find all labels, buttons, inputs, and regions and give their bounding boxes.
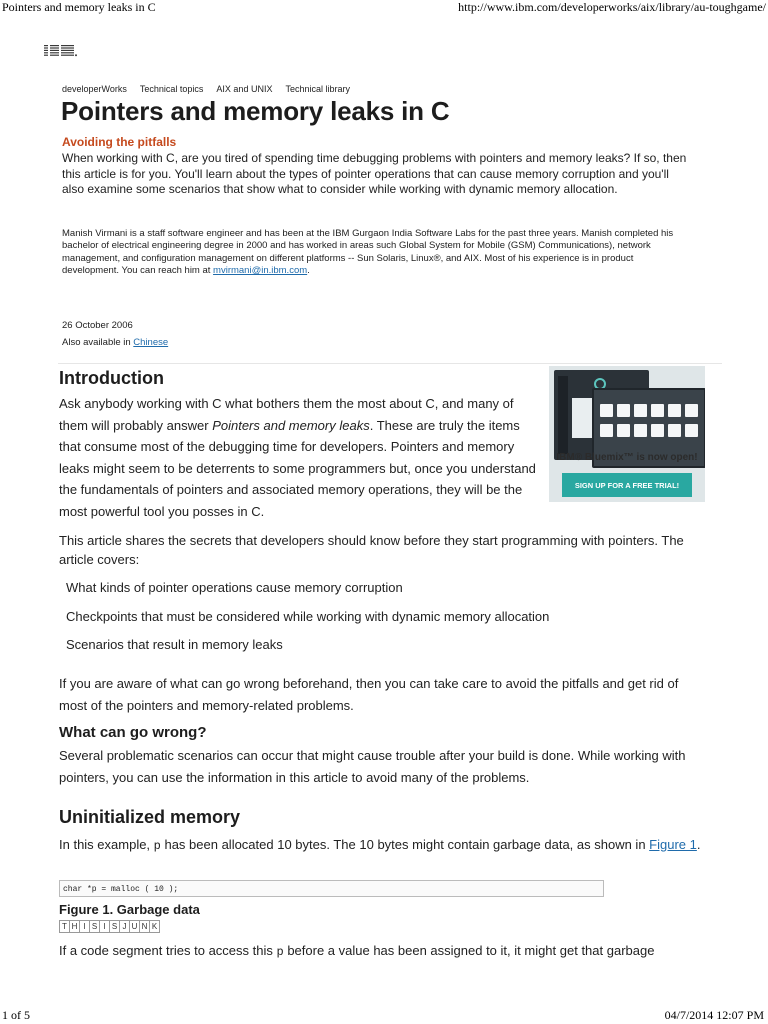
intro-paragraph-2: This article shares the secrets that developers should know before they start programming with pointers. The article covers:: [59, 533, 684, 567]
breadcrumb-aix-unix[interactable]: AIX and UNIX: [216, 84, 273, 94]
uninit-p-a: In this example,: [59, 837, 154, 852]
article-abstract: When working with C, are you tired of spending time debugging problems with pointers and memory leaks? If so, then this article is for you. You'll learn about the types of pointer operations that can cause memory corruption and you'll also examine some scenarios that show what to consider while working with dynamic memory allocation.: [62, 151, 687, 196]
list-item: Scenarios that result in memory leaks: [66, 637, 283, 652]
print-header-title: Pointers and memory leaks in C: [2, 0, 156, 14]
memory-cell: H: [69, 920, 80, 933]
bluemix-ad[interactable]: [549, 366, 705, 502]
print-header-url: http://www.ibm.com/developerworks/aix/library/au-toughgame/: [458, 0, 766, 14]
figure-1-caption: Figure 1. Garbage data: [59, 902, 200, 917]
inline-code-p-2: p: [276, 945, 284, 959]
intro-p1-em: Pointers and memory leaks: [212, 417, 370, 433]
figure-1-link[interactable]: Figure 1: [649, 837, 697, 852]
free-trial-button[interactable]: SIGN UP FOR A FREE TRIAL!: [562, 473, 692, 497]
section-divider: [58, 363, 722, 364]
author-email-link[interactable]: mvirmani@in.ibm.com: [213, 265, 308, 277]
article-subtitle: Avoiding the pitfalls: [62, 135, 177, 149]
print-footer-datetime: 04/7/2014 12:07 PM: [664, 1008, 764, 1022]
garbage-data-cells: [59, 920, 159, 933]
inline-code-p: p: [153, 839, 161, 853]
introduction-heading: Introduction: [59, 368, 164, 388]
memory-cell: S: [109, 920, 120, 933]
covered-topics-list: [66, 580, 549, 666]
also-available-label: Also available in: [62, 337, 134, 348]
page-title: Pointers and memory leaks in C: [61, 96, 450, 126]
author-bio-text: Manish Virmani is a staff software engineer and has been at the IBM Gurgaon India Software Labs for the past three years. Manish completed his bachelor of electrical engineering degree in 2000 and has worked in areas such Global System for Mobile (GSM) Communications), network management, and configuration management on different platforms -- Sun Solaris, Linux®, and AIX. Most of his experience is in product development. You can reach him at: [62, 228, 674, 277]
uninit-p2-b: before a value has been assigned to it, it might get that garbage: [283, 943, 655, 958]
uninitialized-memory-heading: Uninitialized memory: [59, 807, 241, 827]
breadcrumb: [62, 84, 350, 94]
memory-cell: T: [59, 920, 70, 933]
print-footer-page: 1 of 5: [2, 1008, 30, 1022]
chinese-link[interactable]: Chinese: [133, 337, 169, 348]
what-can-go-wrong-heading: What can go wrong?: [59, 724, 207, 741]
uninitialized-memory-paragraph-2: [59, 941, 709, 962]
memory-cell: K: [149, 920, 160, 933]
uninit-p2-a: If a code segment tries to access this: [59, 943, 277, 958]
intro-paragraph-3: If you are aware of what can go wrong beforehand, then you can take care to avoid the pitfalls and get rid of most of the pointers and memory-related problems.: [59, 676, 679, 713]
uninit-p-c: .: [696, 837, 701, 852]
author-bio-end: .: [307, 265, 310, 277]
memory-cell: I: [99, 920, 110, 933]
ad-headline: IBM® Bluemix™ is now open!: [556, 452, 698, 463]
publish-date: 26 October 2006: [62, 320, 133, 331]
breadcrumb-technical-topics[interactable]: Technical topics: [139, 84, 204, 94]
intro-p1-b: . These are truly the items that consume most of the debugging time for developers. Pointers and memory leaks might seem to be deterrents to some programmers but, once you understand the fundamentals of pointers and associated memory operations, they will be the most powerful tool you posses in C.: [59, 417, 536, 519]
list-item: Checkpoints that must be considered while working with dynamic memory allocation: [66, 608, 550, 624]
uninitialized-memory-paragraph: [59, 834, 709, 858]
memory-cell: N: [139, 920, 150, 933]
ibm-logo[interactable]: [44, 43, 78, 57]
also-available: [62, 337, 168, 348]
what-can-go-wrong-paragraph: Several problematic scenarios can occur that might cause trouble after your build is done. While working with pointers, you can use the information in this article to avoid many of the problems.: [59, 748, 686, 785]
code-listing: char *p = malloc ( 10 );: [59, 880, 604, 897]
author-bio: [62, 228, 692, 278]
memory-cell: S: [89, 920, 100, 933]
intro-p1-a: Ask anybody working with C what bothers them the most about C, and many of them will probably answer: [59, 396, 514, 433]
uninit-p-b: has been allocated 10 bytes. The 10 bytes might contain garbage data, as shown in: [160, 837, 650, 852]
memory-cell: I: [79, 920, 90, 933]
introduction-paragraph: [59, 393, 541, 522]
list-item: What kinds of pointer operations cause memory corruption: [66, 580, 403, 595]
breadcrumb-technical-library[interactable]: Technical library: [285, 84, 350, 94]
memory-cell: J: [119, 920, 130, 933]
memory-cell: U: [129, 920, 140, 933]
breadcrumb-developerworks[interactable]: developerWorks: [62, 84, 127, 94]
